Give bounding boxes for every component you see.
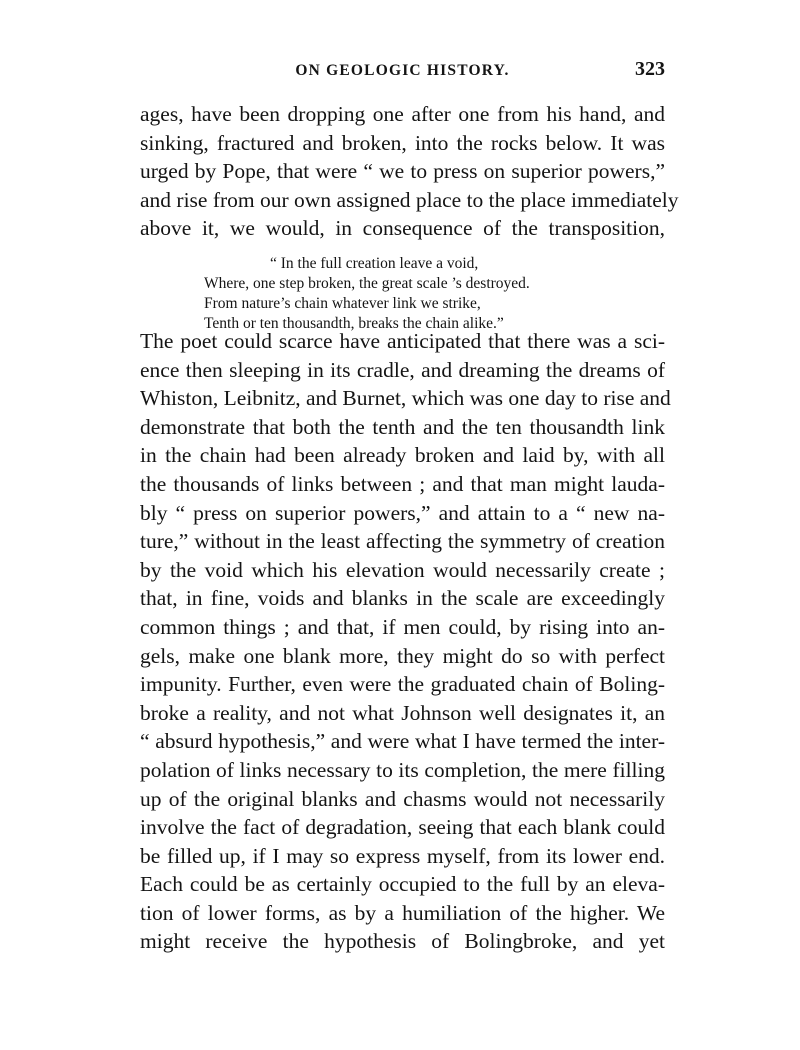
page-header [140, 58, 665, 88]
paragraph-1 [140, 100, 679, 243]
text-line: that, in fine, voids and blanks in the scale are exceedingly [140, 586, 665, 611]
text-line: be filled up, if I may so express myself, from its lower end. [140, 843, 665, 868]
verse-line: “ In the full creation leave a void, [270, 255, 479, 272]
text-line: broke a reality, and not what Johnson well designates it, an [140, 700, 665, 725]
text-line: Whiston, Leibnitz, and Burnet, which was one day to rise and [140, 386, 671, 411]
text-line: demonstrate that both the tenth and the ten thousandth link [140, 414, 665, 439]
text-line: up of the original blanks and chasms would not necessarily [140, 786, 665, 811]
text-line: ages, have been dropping one after one from his hand, and [140, 102, 665, 126]
text-line: polation of links necessary to its completion, the mere filling [140, 757, 665, 782]
running-title: ON GEOLOGIC HISTORY. [295, 62, 510, 79]
text-line: in the chain had been already broken and laid by, with all [140, 443, 665, 468]
page-number: 323 [635, 58, 665, 80]
verse-quotation [204, 254, 614, 334]
verse-line: Where, one step broken, the great scale ’s destroyed. [204, 275, 530, 292]
text-line: impunity. Further, even were the graduated chain of Boling- [140, 672, 665, 697]
text-line: involve the fact of degradation, seeing that each blank could [140, 815, 665, 840]
text-line: sinking, fractured and broken, into the rocks below. It was [140, 130, 665, 155]
text-line: above it, we would, in consequence of the transposition, [140, 216, 665, 241]
text-line: by the void which his elevation would necessarily create ; [140, 557, 665, 582]
text-line: ture,” without in the least affecting the symmetry of creation [140, 529, 665, 554]
text-line: bly “ press on superior powers,” and attain to a “ new na- [140, 500, 665, 525]
text-line: and rise from our own assigned place to the place immediately [140, 187, 679, 212]
text-line: The poet could scarce have anticipated that there was a sci- [140, 329, 665, 353]
paragraph-2 [140, 327, 671, 956]
verse-line: From nature’s chain whatever link we strike, [204, 295, 481, 312]
text-line: common things ; and that, if men could, by rising into an- [140, 614, 665, 639]
text-line: tion of lower forms, as by a humiliation of the higher. We [140, 900, 665, 925]
text-line: the thousands of links between ; and that man might lauda- [140, 471, 665, 496]
text-line: “ absurd hypothesis,” and were what I have termed the inter- [140, 729, 665, 754]
text-line: gels, make one blank more, they might do so with perfect [140, 643, 665, 668]
text-line: ence then sleeping in its cradle, and dreaming the dreams of [140, 357, 665, 382]
text-line: urged by Pope, that were “ we to press on superior powers,” [140, 159, 665, 184]
verse-line: Tenth or ten thousandth, breaks the chain alike.” [204, 315, 504, 332]
text-line: might receive the hypothesis of Bolingbroke, and yet [140, 929, 665, 954]
text-line: Each could be as certainly occupied to the full by an eleva- [140, 872, 665, 897]
